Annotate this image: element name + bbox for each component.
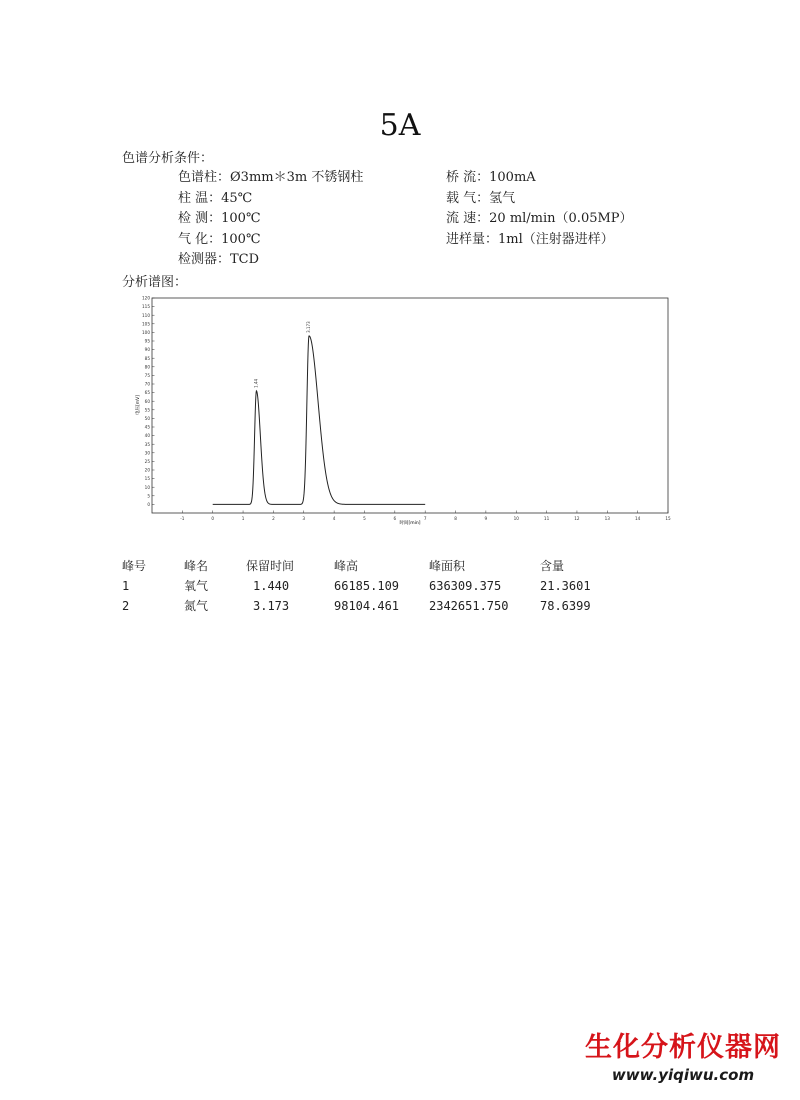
column-header: 峰高: [334, 559, 359, 573]
y-tick-label: 100: [142, 330, 150, 335]
peak-label: 3.173: [306, 321, 312, 333]
conditions-right: [446, 168, 633, 250]
condition-carrier-gas: [446, 189, 633, 210]
page-title: 5A: [379, 108, 421, 143]
y-tick-label: 40: [144, 433, 150, 439]
condition-label: 气 化：: [178, 231, 222, 247]
chromatogram-trace: [213, 336, 425, 505]
y-tick-label: 90: [144, 347, 150, 353]
y-axis: [142, 296, 155, 507]
watermark-url: www.yiqiwu.com: [611, 1066, 755, 1084]
condition-value: 1ml（注射器进样）: [498, 231, 614, 247]
table-cell: 66185.109: [334, 579, 400, 593]
condition-label: 载 气：: [446, 190, 490, 206]
y-tick-label: 35: [144, 441, 150, 447]
condition-bridge-current: [446, 168, 633, 189]
y-tick-label: 75: [144, 373, 150, 378]
chromatogram-chart: [130, 290, 675, 530]
table-cell: 98104.461: [334, 599, 400, 613]
y-tick-label: 65: [144, 390, 150, 396]
table-cell: 2: [122, 599, 130, 613]
table-cell: 1: [122, 579, 130, 593]
x-tick-label: 14: [634, 516, 641, 521]
condition-label: 流 速：: [446, 211, 490, 226]
table-cell: 氮气: [184, 599, 209, 613]
table-cell: 1.440: [253, 579, 290, 593]
site-watermark: [572, 1030, 794, 1084]
condition-label: 桥 流：: [446, 170, 490, 185]
x-tick-label: 12: [574, 516, 580, 521]
y-tick-label: 95: [144, 338, 150, 344]
peak-labels: [253, 321, 311, 388]
x-tick-label: 11: [543, 516, 550, 521]
condition-value: 氢气: [489, 190, 516, 206]
conditions-left: [178, 168, 363, 271]
column-header: 峰号: [122, 559, 147, 573]
chart-frame: [152, 298, 668, 513]
x-axis: [180, 511, 671, 522]
table-cell: 21.3601: [540, 579, 591, 593]
condition-label: 检测器：: [178, 252, 231, 267]
x-tick-label: 6: [393, 516, 397, 521]
condition-value: 100mA: [489, 170, 536, 185]
watermark-name: 生化分析仪器网: [585, 1032, 781, 1063]
x-tick-label: 3: [302, 516, 306, 521]
condition-detector-temp: [178, 209, 363, 230]
y-axis-label: 电压[mV]: [136, 395, 141, 415]
column-header: 保留时间: [246, 559, 295, 573]
x-tick-label: 15: [665, 516, 671, 521]
condition-value: TCD: [230, 252, 260, 267]
peak-label: 1.44: [253, 378, 259, 388]
x-tick-label: 13: [604, 516, 610, 521]
y-tick-label: 5: [147, 493, 150, 499]
y-tick-label: 70: [144, 381, 150, 387]
x-tick-label: -1: [180, 516, 185, 521]
condition-label: 进样量：: [446, 231, 499, 247]
condition-column: [178, 168, 363, 189]
y-tick-label: 110: [142, 312, 150, 318]
y-tick-label: 120: [142, 295, 150, 301]
y-tick-label: 50: [144, 416, 150, 421]
x-tick-label: 0: [211, 516, 215, 521]
y-tick-label: 115: [142, 304, 150, 310]
condition-value: 20 ml/min（0.05MP）: [489, 211, 633, 226]
table-cell: 3.173: [253, 599, 290, 613]
condition-value: 100℃: [221, 231, 261, 247]
x-tick-label: 4: [332, 516, 336, 521]
y-tick-label: 20: [144, 467, 150, 473]
condition-value: Ø3mm＊3m 不锈钢柱: [230, 170, 364, 185]
table-cell: 78.6399: [540, 599, 591, 613]
condition-value: 100℃: [221, 211, 261, 226]
y-tick-label: 55: [144, 407, 150, 413]
condition-detector: [178, 250, 363, 271]
y-tick-label: 25: [144, 459, 150, 464]
condition-label: 检 测：: [178, 211, 222, 226]
condition-label: 色谱柱：: [178, 170, 231, 185]
x-tick-label: 1: [241, 516, 245, 521]
column-header: 含量: [540, 559, 565, 573]
table-cell: 氧气: [184, 579, 209, 593]
x-tick-label: 9: [484, 516, 488, 521]
table-cell: 2342651.750: [429, 599, 509, 613]
column-header: 峰名: [184, 559, 209, 573]
y-tick-label: 45: [144, 424, 150, 430]
condition-column-temp: [178, 189, 363, 210]
condition-vaporizer-temp: [178, 230, 363, 251]
y-tick-label: 15: [144, 476, 150, 482]
condition-flow-rate: [446, 209, 633, 230]
condition-value: 45℃: [221, 190, 253, 206]
y-tick-label: 85: [144, 355, 150, 361]
x-tick-label: 10: [513, 516, 519, 521]
y-tick-label: 0: [147, 502, 150, 507]
conditions-heading: 色谱分析条件：: [122, 151, 214, 166]
condition-injection-volume: [446, 230, 633, 251]
y-tick-label: 80: [144, 364, 150, 370]
y-tick-label: 30: [144, 450, 150, 456]
column-header: 峰面积: [429, 559, 466, 573]
chart-heading: 分析谱图：: [122, 275, 188, 290]
y-tick-label: 105: [142, 321, 150, 327]
x-tick-label: 8: [454, 516, 457, 521]
condition-label: 柱 温：: [178, 190, 222, 206]
table-cell: 636309.375: [429, 579, 502, 593]
x-tick-label: 2: [272, 516, 275, 521]
y-tick-label: 60: [144, 398, 150, 404]
x-axis-label: 时间[min]: [399, 521, 421, 526]
x-tick-label: 7: [423, 516, 427, 521]
x-tick-label: 5: [363, 516, 366, 521]
y-tick-label: 10: [144, 484, 150, 490]
